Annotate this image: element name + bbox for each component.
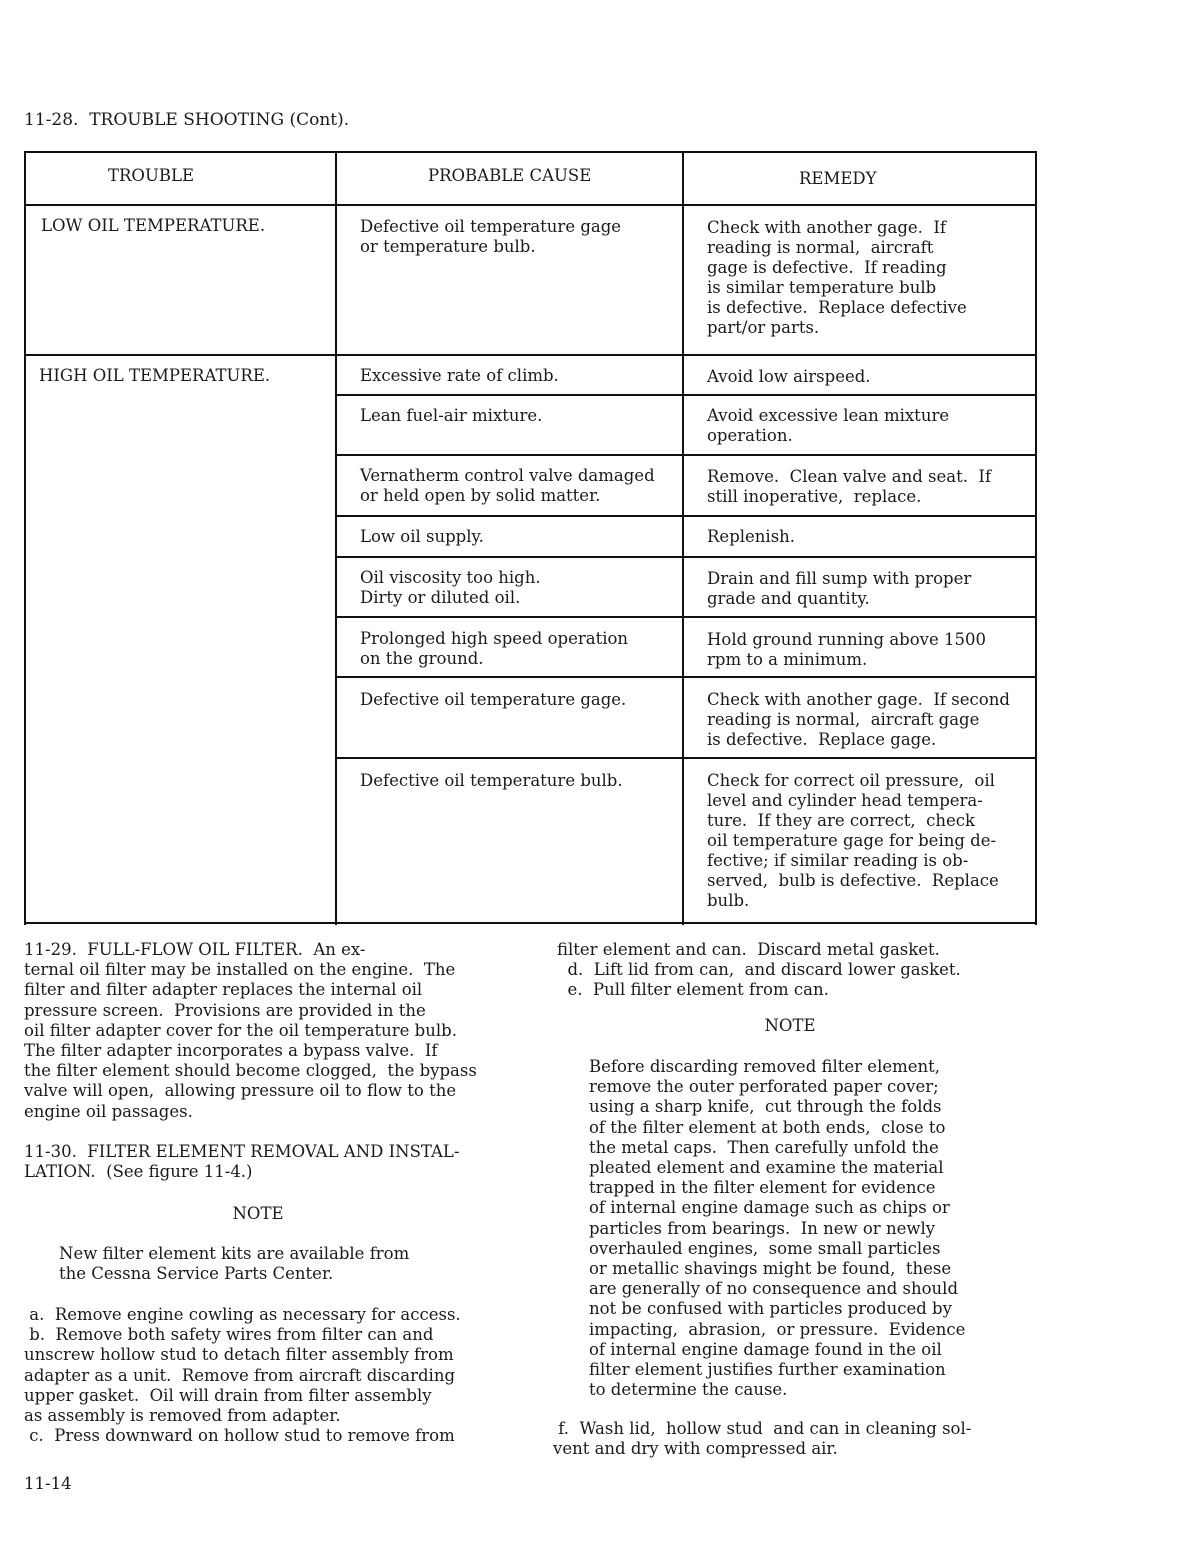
cause-cell: Oil viscosity too high. Dirty or diluted oil. (360, 568, 541, 607)
trouble-shooting-table (24, 151, 1037, 925)
cause-cell: Defective oil temperature gage. (360, 690, 627, 709)
remedy-cell: Check with another gage. If second reading is normal, aircraft gage is defective. Replace gage. (707, 690, 1010, 749)
removal-steps-a-c: a. Remove engine cowling as necessary for access. b. Remove both safety wires from filter can and unscrew hollow stud to detach filter assembly from adapter as a unit. Remove from aircraft discarding upper gasket. Oil will drain from filter assembly as assembly is removed from adapter. c. Press downward on hollow stud to remove from (24, 1305, 461, 1446)
removal-steps-d-e: filter element and can. Discard metal gasket. d. Lift lid from can, and discard lower gasket. e. Pull filter element from can. (557, 940, 961, 1000)
remedy-cell: Replenish. (707, 527, 796, 546)
remedy-cell: Hold ground running above 1500 rpm to a minimum. (707, 630, 986, 669)
header-probable-cause: PROBABLE CAUSE (428, 166, 592, 185)
note-label-right: NOTE (764, 1016, 816, 1035)
table-border-left (24, 151, 26, 925)
section-heading: 11-28. TROUBLE SHOOTING (Cont). (24, 110, 350, 130)
table-border-top (24, 151, 1037, 153)
row-rule (335, 616, 1037, 618)
header-remedy: REMEDY (799, 169, 877, 188)
cause-cell: Prolonged high speed operation on the ground. (360, 629, 629, 668)
note-text-left: New filter element kits are available from the Cessna Service Parts Center. (59, 1244, 410, 1284)
row-rule (335, 515, 1037, 517)
paragraph-11-30: 11-30. FILTER ELEMENT REMOVAL AND INSTAL- LATION. (See figure 11-4.) (24, 1142, 460, 1182)
row-rule (335, 676, 1037, 678)
cause-cell: Vernatherm control valve damaged or held open by solid matter. (360, 466, 655, 505)
table-header-rule (24, 204, 1037, 206)
removal-step-f: f. Wash lid, hollow stud and can in cleaning sol- vent and dry with compressed air. (553, 1419, 972, 1459)
row-rule (335, 757, 1037, 759)
low-oil-trouble: LOW OIL TEMPERATURE. (41, 216, 266, 235)
cause-cell: Low oil supply. (360, 527, 484, 546)
row-rule (335, 556, 1037, 558)
remedy-cell: Drain and fill sump with proper grade and quantity. (707, 569, 972, 608)
page-number: 11-14 (24, 1474, 72, 1493)
table-divider-1 (335, 151, 337, 925)
note-label-left: NOTE (232, 1204, 284, 1223)
low-oil-remedy: Check with another gage. If reading is normal, aircraft gage is defective. If reading is similar temperature bulb is defective. Replace defective part/or parts. (707, 218, 967, 337)
row-rule (335, 394, 1037, 396)
table-border-bottom (24, 922, 1037, 924)
row-rule (335, 454, 1037, 456)
note-text-right: Before discarding removed filter element, remove the outer perforated paper cover; using a sharp knife, cut through the folds of the filter element at both ends, close to the metal caps. Then carefully unfold the pleated element and examine the material trapped in the filter element for evidence of internal engine damage such as chips or particles from bearings. In new or newly overhauled engines, some small particles or metallic shavings might be found, these are generally of no consequence and should not be confused with particles produced by impacting, abrasion, or pressure. Evidence of internal engine damage found in the oil filter element justifies further examination to determine the cause. (589, 1057, 966, 1400)
table-divider-2 (682, 151, 684, 925)
remedy-cell: Remove. Clean valve and seat. If still inoperative, replace. (707, 467, 992, 506)
cause-cell: Defective oil temperature bulb. (360, 771, 623, 790)
cause-cell: Excessive rate of climb. (360, 366, 559, 385)
remedy-cell: Avoid low airspeed. (707, 367, 871, 386)
remedy-cell: Check for correct oil pressure, oil level and cylinder head tempera- ture. If they are correct, check oil temperature gage for being de- fective; if similar reading is ob- served, bulb is defective. Replace bulb. (707, 771, 999, 910)
table-section-rule (24, 354, 1037, 356)
low-oil-cause: Defective oil temperature gage or temperature bulb. (360, 217, 622, 256)
header-trouble: TROUBLE (108, 166, 194, 185)
remedy-cell: Avoid excessive lean mixture operation. (707, 406, 950, 445)
paragraph-11-29: 11-29. FULL-FLOW OIL FILTER. An ex- ternal oil filter may be installed on the engine. The filter and filter adapter replaces the internal oil pressure screen. Provisions are provided in the oil filter adapter cover for the oil temperature bulb. The filter adapter incorporates a bypass valve. If the filter element should become clogged, the bypass valve will open, allowing pressure oil to flow to the engine oil passages. (24, 940, 477, 1121)
table-border-right (1035, 151, 1037, 925)
high-oil-trouble: HIGH OIL TEMPERATURE. (39, 366, 271, 385)
cause-cell: Lean fuel-air mixture. (360, 406, 543, 425)
